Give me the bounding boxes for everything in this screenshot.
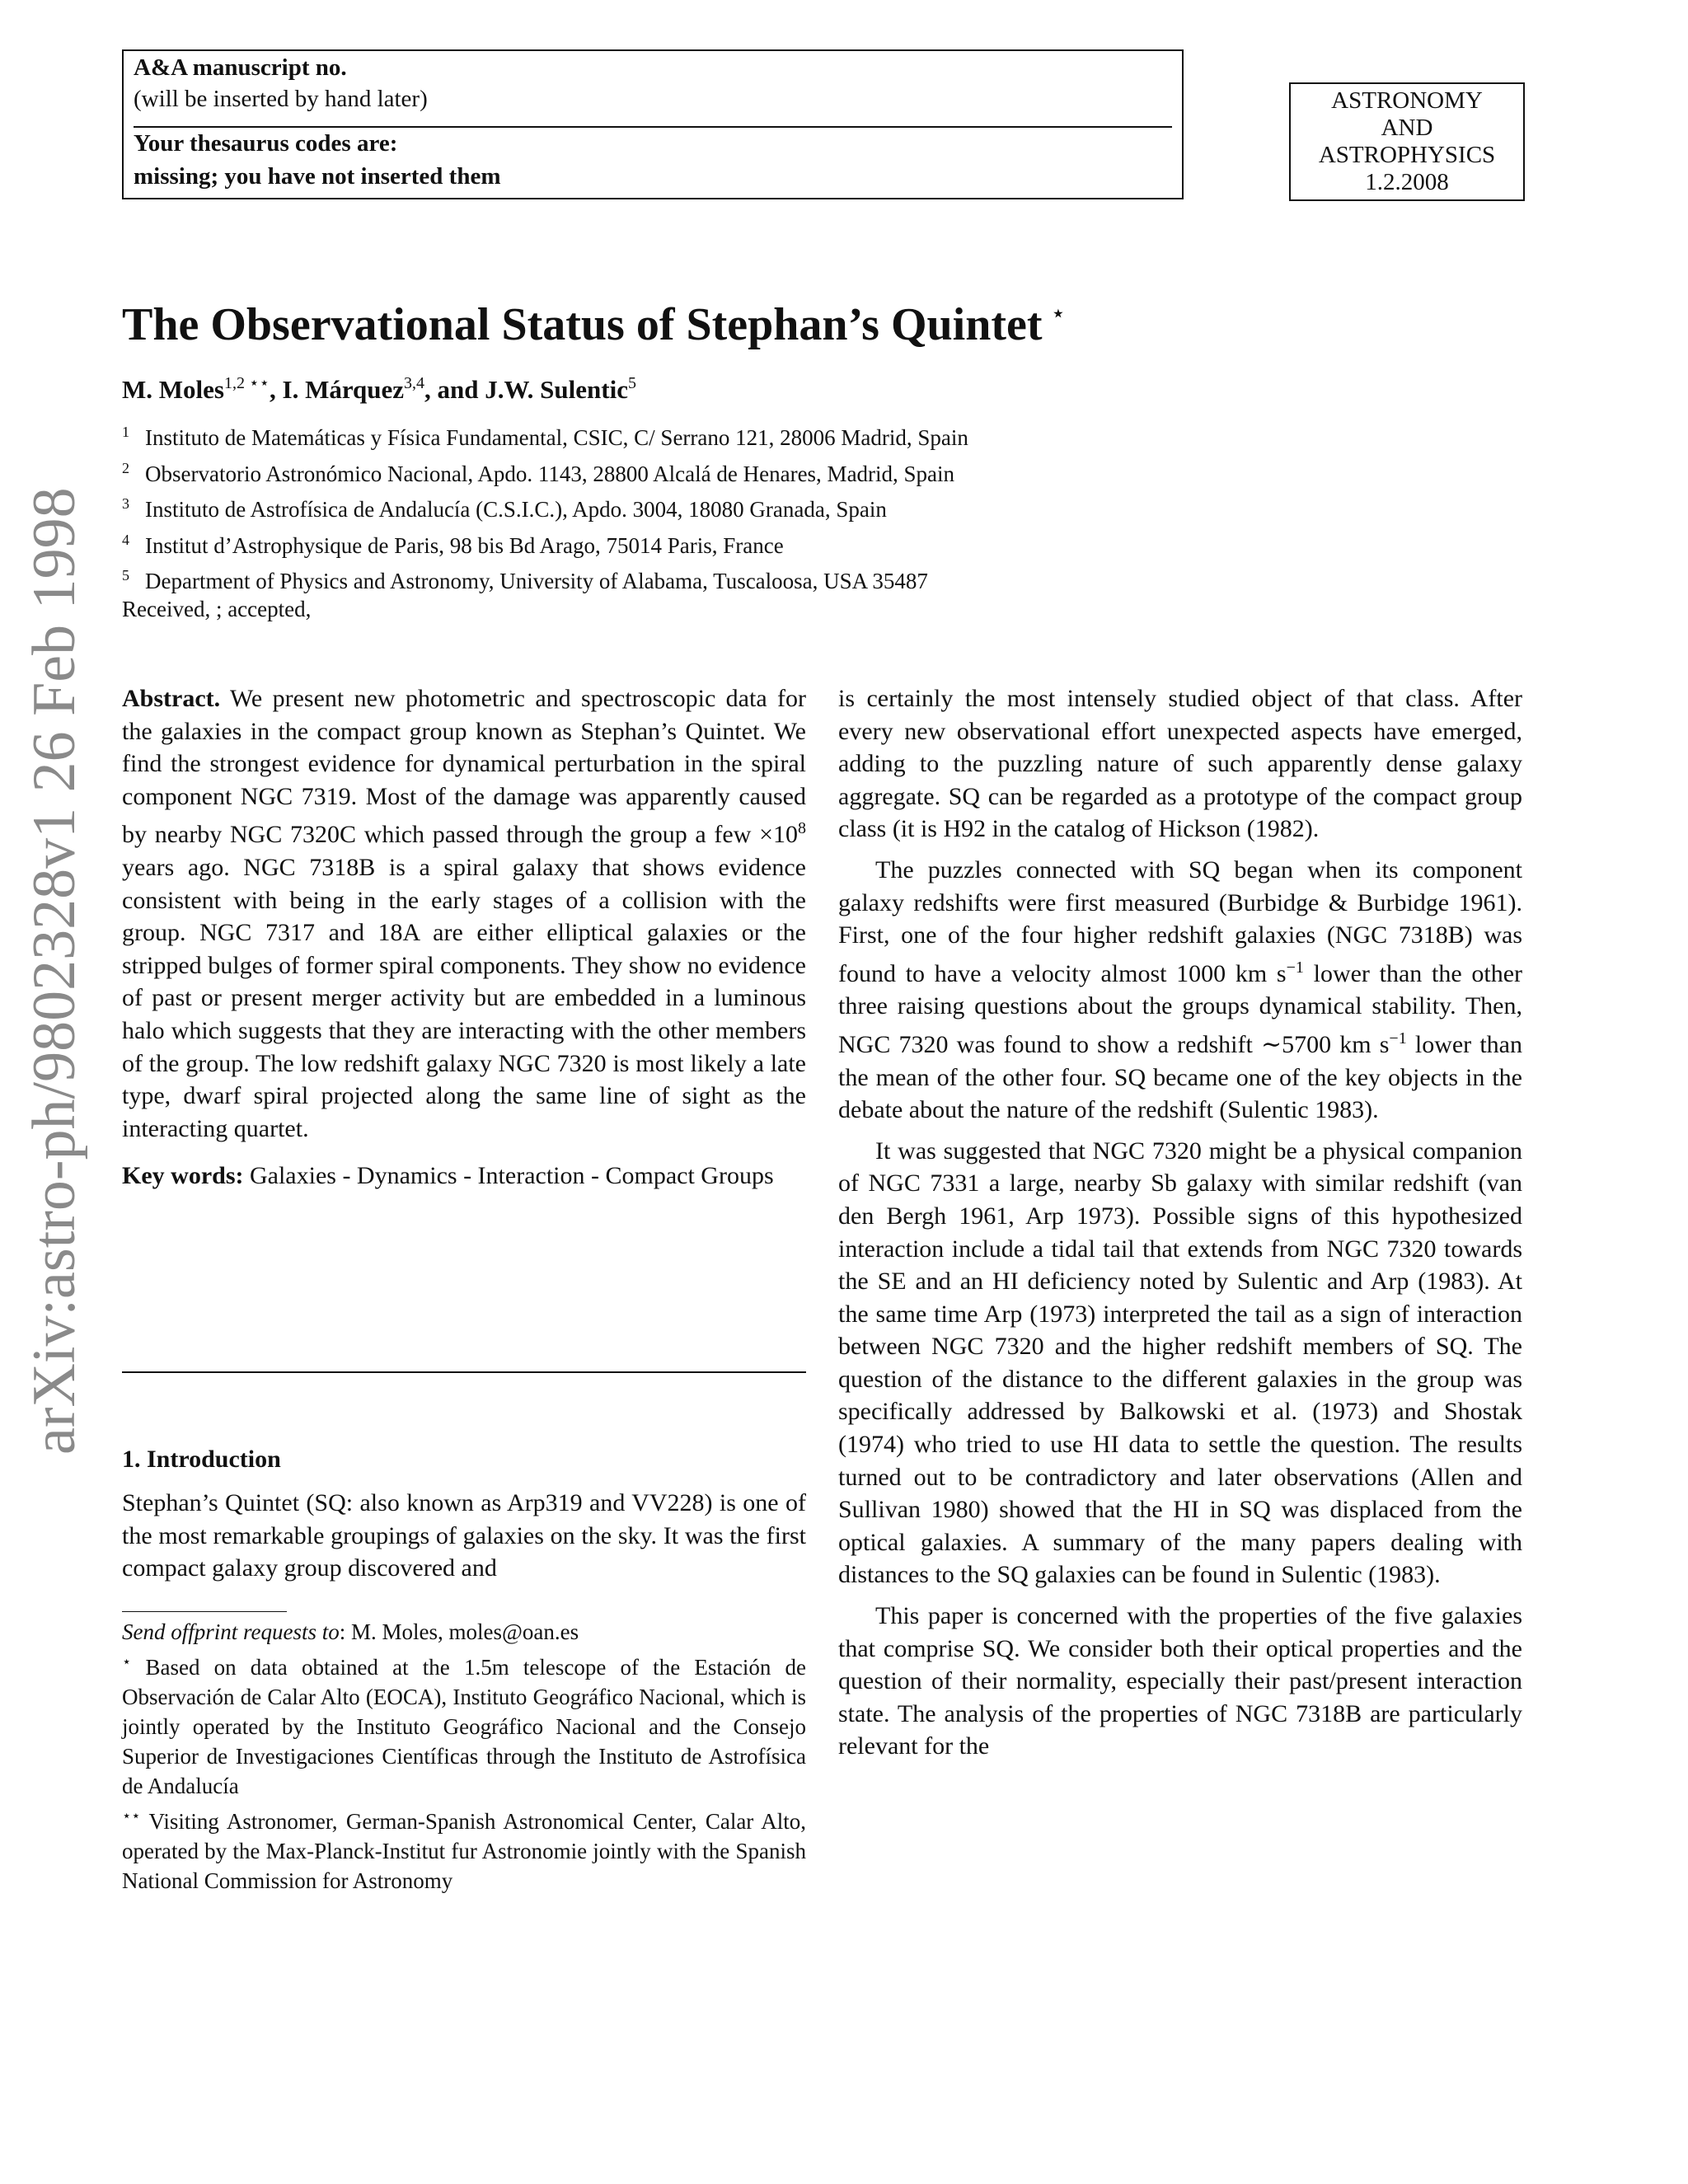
- manuscript-note: (will be inserted by hand later): [134, 86, 428, 112]
- journal-date: 1.2.2008: [1365, 169, 1449, 195]
- affiliation-text: Instituto de Astrofísica de Andalucía (C.S.I.C.), Apdo. 3004, 18080 Granada, Spain: [145, 497, 887, 522]
- footnote-1-mark: ⋆: [122, 1653, 132, 1670]
- keywords-label: Key words:: [122, 1162, 244, 1190]
- thesaurus-label: Your thesaurus codes are:: [134, 130, 398, 157]
- right-paragraph-3: It was suggested that NGC 7320 might be a physical companion of NGC 7331 a large, nearby Sb galaxy with similar redshift (van den Bergh 1961, Arp 1973). Possible signs of this hypothesized interaction include a tidal tail that extends from NGC 7320 towards the SE and an HI deficiency noted by Sulentic and Arp (1983). At the same time Arp (1973) interpreted the tail as a sign of interaction between NGC 7320 and the higher redshift members of SQ. The question of the distance to the different galaxies in the group was specifically addressed by Balkowski et al. (1973) and Shostak (1974) who tried to use HI data to settle the question. The results turned out to be contradictory and later observations (Allen and Sullivan 1980) showed that the HI in SQ was displaced from the optical galaxies. A summary of the many papers dealing with distances to the SQ galaxies can be found in Sulentic (1983).: [838, 1137, 1522, 1589]
- keywords-text: Galaxies - Dynamics - Interaction - Compact Groups: [243, 1162, 774, 1190]
- author-name: J.W. Sulentic: [485, 375, 628, 404]
- right-paragraph-1: is certainly the most intensely studied object of that class. After every new observational effort unexpected aspects have emerged, adding to the puzzling nature of such apparently dense galaxy aggregate. SQ can be regarded as a prototype of the compact group class (it is H92 in the catalog of Hickson (1982).: [838, 685, 1522, 843]
- affiliation-number: 1: [122, 424, 129, 440]
- author-separator: , and: [424, 375, 485, 404]
- affiliations: [122, 417, 968, 597]
- affiliation: [122, 560, 968, 597]
- journal-line-3: ASTROPHYSICS: [1318, 142, 1496, 168]
- paper-title-text: The Observational Status of Stephan’s Quintet: [122, 299, 1043, 350]
- manuscript-number: A&A manuscript no.: [134, 54, 347, 81]
- received-line: Received, ; accepted,: [122, 597, 312, 621]
- paper-title: [122, 298, 1066, 351]
- author-name: M. Moles: [122, 375, 224, 404]
- author-separator: ,: [270, 375, 283, 404]
- abstract: [122, 682, 806, 1145]
- author-affil-sup: 3,4: [404, 374, 425, 392]
- affiliation-number: 3: [122, 495, 129, 512]
- p2-text-c: lower than the mean of the other four. SQ became one of the key objects in the debate about the nature of the redshift (Sulentic 1983).: [838, 1030, 1522, 1124]
- footnote-1: [122, 1647, 806, 1801]
- section-heading-introduction: 1. Introduction: [122, 1446, 281, 1473]
- footnote-separator: [122, 1611, 287, 1612]
- affiliation-text: Observatorio Astronómico Nacional, Apdo. 1143, 28800 Alcalá de Henares, Madrid, Spain: [145, 461, 955, 486]
- abstract-text-b: years ago. NGC 7318B is a spiral galaxy that shows evidence consistent with being in the early stages of a collision with the group. NGC 7317 and 18A are either elliptical galaxies or the stripped bulges of former spiral components. They show no evidence of past or present merger activity but are embedded in a luminous halo which suggests that they are interacting with the other members of the group. The low redshift galaxy NGC 7320 is most likely a late type, dwarf spiral projected along the same line of sight as the interacting quartet.: [122, 853, 806, 1142]
- arxiv-side-stamp: arXiv:astro-ph/9802328v1 26 Feb 1998: [21, 487, 88, 1455]
- abstract-separator: [122, 1371, 806, 1373]
- author-affil-sup: 5: [627, 374, 636, 392]
- affiliation: [122, 453, 968, 490]
- abstract-exponent: 8: [798, 819, 806, 838]
- author-affil-sup: 1,2: [223, 374, 245, 392]
- p2-text-b: lower than the other three raising questions about the groups dynamical stability. Then, NGC 7320 was found to show a redshift ∼5700 km s: [838, 959, 1523, 1058]
- affiliation-number: 4: [122, 531, 129, 548]
- journal-line-1: ASTRONOMY: [1331, 87, 1483, 114]
- offprint-note: [122, 1617, 806, 1647]
- title-footnote-mark: ⋆: [1050, 300, 1067, 327]
- journal-line-2: AND: [1381, 115, 1433, 141]
- affiliation-text: Instituto de Matemáticas y Física Fundamental, CSIC, C/ Serrano 121, 28006 Madrid, Spain: [145, 425, 968, 450]
- offprint-text: : M. Moles, moles@oan.es: [339, 1619, 579, 1644]
- introduction-paragraph: [122, 1487, 806, 1585]
- p2-exponent-2: −1: [1389, 1029, 1407, 1047]
- footnote-2: [122, 1801, 806, 1896]
- affiliation: [122, 489, 968, 525]
- manuscript-divider: [134, 126, 1172, 128]
- intro-text: Stephan’s Quintet (SQ: also known as Arp319 and VV228) is one of the most remarkable groupings of galaxies on the sky. It was the first compact galaxy group discovered and: [122, 1489, 806, 1582]
- footnotes: [122, 1617, 806, 1896]
- offprint-label: Send offprint requests to: [122, 1619, 340, 1644]
- p2-exponent-1: −1: [1286, 958, 1304, 977]
- right-column: [838, 682, 1522, 1763]
- footnote-2-mark: ⋆⋆: [122, 1807, 141, 1824]
- left-column: [122, 682, 806, 1193]
- affiliation-text: Department of Physics and Astronomy, University of Alabama, Tuscaloosa, USA 35487: [145, 569, 928, 593]
- affiliation-number: 2: [122, 459, 129, 476]
- journal-box: [1289, 82, 1525, 201]
- affiliation: [122, 525, 968, 561]
- right-paragraph-2: [838, 854, 1522, 1127]
- manuscript-box: [122, 49, 1184, 199]
- keywords: [122, 1160, 806, 1193]
- right-paragraph-4: This paper is concerned with the properties of the five galaxies that comprise SQ. We consider both their optical properties and the question of their normality, especially their past/present interaction state. The analysis of the properties of NGC 7318B are particularly relevant for the: [838, 1602, 1522, 1760]
- affiliation-number: 5: [122, 567, 129, 583]
- footnote-2-text: Visiting Astronomer, German-Spanish Astronomical Center, Calar Alto, operated by the Max-Planck-Institut fur Astronomie jointly with the Spanish National Commission for Astronomy: [122, 1809, 806, 1893]
- footnote-1-text: Based on data obtained at the 1.5m telescope of the Estación de Observación de Calar Alto (EOCA), Instituto Geográfico Nacional, which is jointly operated by the Instituto Geográfico Nacional and the Consejo Superior de Investigaciones Científicas through the Instituto de Astrofísica de Andalucía: [122, 1655, 806, 1798]
- author-list: [122, 373, 636, 405]
- abstract-label: Abstract.: [122, 685, 221, 712]
- thesaurus-note: missing; you have not inserted them: [134, 163, 501, 190]
- p2-text-a: The puzzles connected with SQ began when its component galaxy redshifts were first measured (Burbidge & Burbidge 1961). First, one of the four higher redshift galaxies (NGC 7318B) was found to have a velocity almost 1000 km s: [838, 855, 1522, 987]
- abstract-text-a: We present new photometric and spectroscopic data for the galaxies in the compact group known as Stephan’s Quintet. We find the strongest evidence for dynamical perturbation in the spiral component NGC 7319. Most of the damage was apparently caused by nearby NGC 7320C which passed through the group a few ×10: [122, 685, 806, 849]
- author-name: I. Márquez: [282, 375, 405, 404]
- affiliation-text: Institut d’Astrophysique de Paris, 98 bis Bd Arago, 75014 Paris, France: [145, 532, 784, 558]
- affiliation: [122, 417, 968, 453]
- author-footnote-mark: ⋆⋆: [244, 374, 270, 392]
